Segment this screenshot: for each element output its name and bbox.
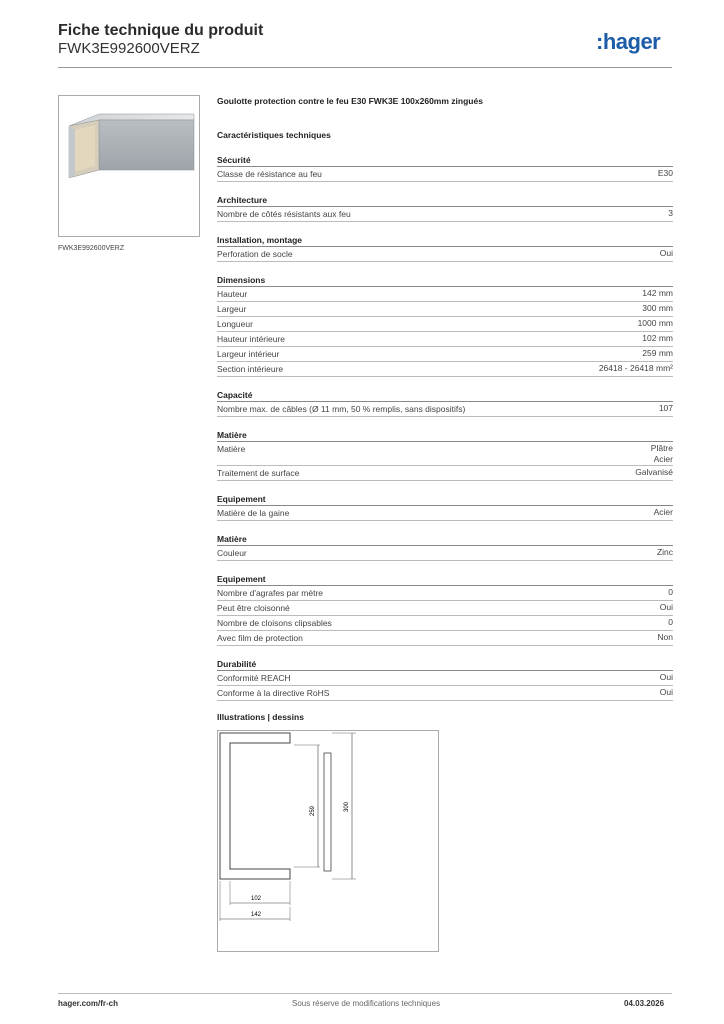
characteristics-title: Caractéristiques techniques <box>217 130 331 140</box>
spec-label: Largeur intérieur <box>217 349 280 359</box>
spec-row <box>217 686 673 701</box>
section-title: Equipement <box>217 493 673 506</box>
spec-label: Section intérieure <box>217 364 284 374</box>
spec-label: Peut être cloisonné <box>217 603 290 613</box>
spec-value-line: 0 <box>668 617 673 627</box>
spec-row <box>217 362 673 377</box>
spec-value <box>635 467 673 480</box>
spec-row <box>217 442 673 466</box>
spec-value <box>660 687 673 700</box>
spec-section <box>217 389 673 417</box>
spec-value <box>668 208 673 221</box>
spec-value <box>642 288 673 301</box>
section-title: Dimensions <box>217 274 673 287</box>
section-title: Sécurité <box>217 154 673 167</box>
spec-value-line: Oui <box>659 602 673 612</box>
spec-row <box>217 402 673 417</box>
spec-value-line: Acier <box>653 454 673 464</box>
spec-label: Matière <box>217 444 246 454</box>
section-title: Equipement <box>217 573 673 586</box>
dimension-drawing <box>218 731 438 951</box>
header-divider <box>58 67 672 68</box>
spec-section <box>217 194 673 222</box>
spec-row <box>217 506 673 521</box>
spec-value-line: 3 <box>668 208 673 218</box>
spec-value-line: Oui <box>659 687 673 697</box>
spec-section <box>217 274 673 377</box>
footer-date: 04.03.2026 <box>624 999 665 1008</box>
dim-outer-height-label: 300 <box>344 801 350 813</box>
spec-row <box>217 601 673 616</box>
spec-row <box>217 207 673 222</box>
doc-title: Fiche technique du produit <box>58 22 264 39</box>
section-title: Capacité <box>217 389 673 402</box>
technical-drawing <box>217 730 439 952</box>
dim-outer-depth-label: 142 <box>250 912 262 918</box>
spec-value <box>638 318 673 331</box>
spec-label: Nombre de cloisons clipsables <box>217 618 332 628</box>
dim-inner-depth-label: 102 <box>250 896 262 902</box>
spec-value-line: E30 <box>657 168 673 178</box>
spec-label: Classe de résistance au feu <box>217 169 322 179</box>
hager-logo: :hager <box>596 29 661 54</box>
product-description: Goulotte protection contre le feu E30 FWK3E 100x260mm zingués <box>217 96 483 106</box>
spec-label: Longueur <box>217 319 253 329</box>
spec-value-line: Non <box>657 632 673 642</box>
footer-website[interactable]: hager.com/fr-ch <box>58 999 119 1008</box>
spec-value <box>657 632 673 645</box>
spec-label: Nombre de côtés résistants aux feu <box>217 209 351 219</box>
section-title: Architecture <box>217 194 673 207</box>
spec-value-line: 0 <box>668 587 673 597</box>
spec-section <box>217 234 673 262</box>
spec-label: Traitement de surface <box>217 468 300 478</box>
spec-row <box>217 302 673 317</box>
spec-label: Couleur <box>217 548 247 558</box>
spec-section <box>217 573 673 646</box>
spec-row <box>217 546 673 561</box>
spec-label: Conformité REACH <box>217 673 291 683</box>
spec-row <box>217 466 673 481</box>
spec-row <box>217 332 673 347</box>
spec-label: Hauteur intérieure <box>217 334 286 344</box>
spec-value-line: 142 mm <box>642 288 673 298</box>
spec-row <box>217 287 673 302</box>
spec-label: Matière de la gaine <box>217 508 290 518</box>
product-code: FWK3E992600VERZ <box>58 40 200 57</box>
spec-value-line: Oui <box>659 248 673 258</box>
dim-inner-height-label: 259 <box>310 805 316 817</box>
spec-value-line: Acier <box>653 507 673 517</box>
spec-content <box>217 96 673 701</box>
spec-sections <box>217 154 673 701</box>
spec-value-line: 26418 - 26418 mm² <box>598 363 673 373</box>
spec-row <box>217 247 673 262</box>
footer-disclaimer: Sous réserve de modifications techniques <box>292 999 441 1008</box>
spec-section <box>217 154 673 182</box>
product-image <box>58 95 200 237</box>
spec-row <box>217 631 673 646</box>
spec-row <box>217 167 673 182</box>
spec-value <box>658 168 673 181</box>
spec-value-line: Galvanisé <box>635 467 673 477</box>
spec-label: Hauteur <box>217 289 248 299</box>
spec-value-line: 102 mm <box>642 333 673 343</box>
illustrations-title: Illustrations | dessins <box>217 712 304 722</box>
spec-value <box>660 602 673 615</box>
spec-value <box>668 617 673 630</box>
spec-value-line: Oui <box>659 672 673 682</box>
spec-section <box>217 533 673 561</box>
spec-label: Avec film de protection <box>217 633 303 643</box>
spec-value-line: 1000 mm <box>637 318 673 328</box>
section-title: Matière <box>217 533 673 546</box>
spec-value-line: Plâtre <box>650 443 673 453</box>
section-title: Matière <box>217 429 673 442</box>
section-title: Durabilité <box>217 658 673 671</box>
spec-label: Largeur <box>217 304 247 314</box>
spec-row <box>217 616 673 631</box>
spec-label: Conforme à la directive RoHS <box>217 688 330 698</box>
spec-value <box>642 348 673 361</box>
spec-value <box>657 547 673 560</box>
image-caption: FWK3E992600VERZ <box>58 245 125 252</box>
spec-value <box>642 333 673 346</box>
spec-label: Perforation de socle <box>217 249 293 259</box>
spec-value <box>660 672 673 685</box>
cable-duct-image <box>59 96 199 236</box>
spec-label: Nombre d'agrafes par mètre <box>217 588 324 598</box>
spec-section <box>217 493 673 521</box>
spec-row <box>217 671 673 686</box>
spec-value-line: Zinc <box>656 547 673 557</box>
spec-value <box>651 443 673 465</box>
spec-row <box>217 586 673 601</box>
footer-divider <box>58 993 672 994</box>
spec-section <box>217 429 673 481</box>
spec-value-line: 259 mm <box>642 348 673 358</box>
spec-value-line: 107 <box>658 403 673 413</box>
spec-value <box>654 507 673 520</box>
spec-label: Nombre max. de câbles (Ø 11 mm, 50 % remplis, sans dispositifs) <box>217 404 466 414</box>
spec-section <box>217 658 673 701</box>
spec-value <box>668 587 673 600</box>
spec-value <box>659 403 673 416</box>
spec-value <box>660 248 673 261</box>
spec-row <box>217 347 673 362</box>
spec-value <box>599 363 673 376</box>
spec-row <box>217 317 673 332</box>
section-title: Installation, montage <box>217 234 673 247</box>
spec-value-line: 300 mm <box>642 303 673 313</box>
spec-value <box>642 303 673 316</box>
